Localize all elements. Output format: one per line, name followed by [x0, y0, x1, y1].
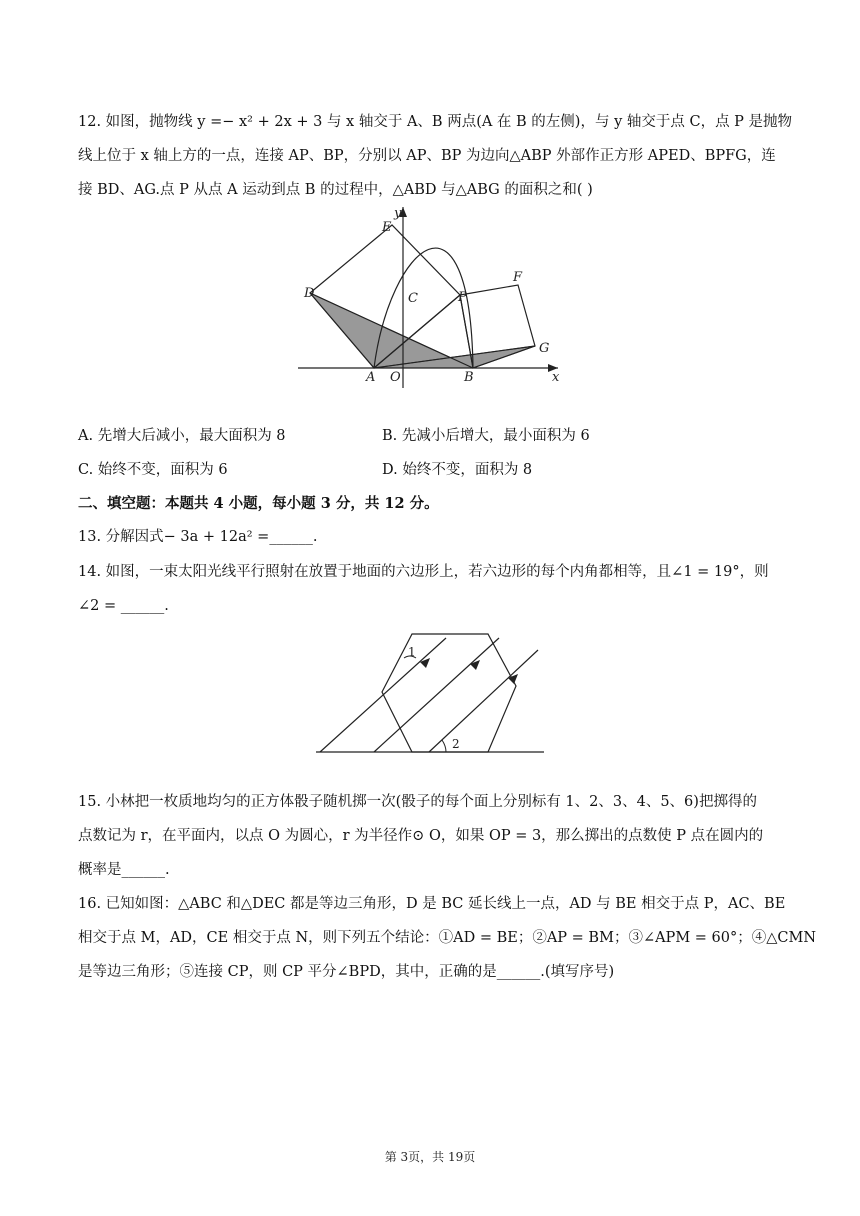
label-p: P: [458, 290, 467, 305]
label-o: O: [390, 370, 401, 385]
q12-option-d: D. 始终不变，面积为 8: [382, 462, 533, 478]
angle-2-arc: [442, 740, 446, 752]
page-footer: 第 3页，共 19页: [384, 1150, 476, 1164]
q14-figure: [312, 628, 552, 756]
arrow-head-3: [508, 674, 518, 684]
q12-option-b: B. 先减小后增大，最小面积为 6: [382, 428, 590, 444]
q15-line-3: 概率是______.: [78, 862, 170, 878]
q12-line-3: 接 BD、AG.点 P 从点 A 运动到点 B 的过程中，△ABD 与△ABG 的面积之和( ): [78, 182, 593, 198]
q15-line-1: 15. 小林把一枚质地均匀的正方体骰子随机掷一次(骰子的每个面上分别标有 1、2、3、4、5、6)把掷得的: [78, 794, 757, 810]
sun-ray-3: [429, 650, 538, 752]
sun-ray-2: [374, 638, 499, 752]
label-a: A: [366, 370, 376, 385]
label-d: D: [304, 286, 315, 301]
q14-line-2: ∠2 = ______.: [78, 598, 169, 614]
q12-figure: [290, 205, 590, 395]
q16-line-2: 相交于点 M，AD，CE 相交于点 N，则下列五个结论：①AD = BE；②AP = BM；③∠APM = 60°；④△CMN: [78, 930, 817, 946]
label-f: F: [513, 270, 523, 285]
sun-ray-1: [320, 638, 446, 752]
q14-line-1: 14. 如图，一束太阳光线平行照射在放置于地面的六边形上，若六边形的每个内角都相等，且∠1 = 19°，则: [78, 564, 769, 580]
arrow-head-2: [470, 660, 480, 670]
angle-2-label: 2: [452, 737, 460, 751]
label-y: y: [394, 206, 402, 221]
label-e: E: [382, 220, 392, 235]
hexagon: [382, 634, 516, 752]
label-b: B: [464, 370, 474, 385]
q15-line-2: 点数记为 r，在平面内，以点 O 为圆心，r 为半径作⊙ O，如果 OP = 3，那么掷出的点数使 P 点在圆内的: [78, 828, 764, 844]
angle-1-label: 1: [408, 645, 416, 659]
q12-line-2: 线上位于 x 轴上方的一点，连接 AP、BP，分别以 AP、BP 为边向△ABP 外部作正方形 APED、BPFG，连: [78, 148, 776, 164]
q12-option-c: C. 始终不变，面积为 6: [78, 462, 228, 478]
label-g: G: [539, 341, 550, 356]
q13-text: 13. 分解因式− 3a + 12a² =______.: [78, 529, 318, 545]
q16-line-1: 16. 已知如图：△ABC 和△DEC 都是等边三角形，D 是 BC 延长线上一点，AD 与 BE 相交于点 P，AC、BE: [78, 896, 786, 912]
label-x: x: [552, 370, 560, 385]
label-c: C: [408, 291, 418, 306]
section-2-heading: 二、填空题：本题共 4 小题，每小题 3 分，共 12 分。: [78, 495, 439, 512]
q12-line-1: 12. 如图，抛物线 y =− x² + 2x + 3 与 x 轴交于 A、B 两点(A 在 B 的左侧)，与 y 轴交于点 C，点 P 是抛物: [78, 114, 793, 130]
q12-option-a: A. 先增大后减小，最大面积为 8: [78, 428, 286, 444]
q16-line-3: 是等边三角形；⑤连接 CP，则 CP 平分∠BPD，其中，正确的是______.(填写序号): [78, 964, 615, 980]
